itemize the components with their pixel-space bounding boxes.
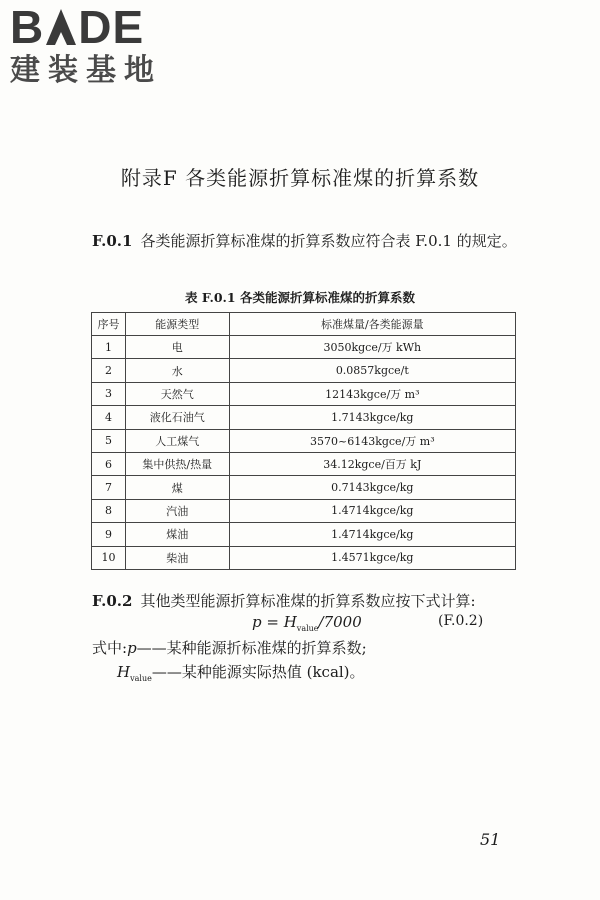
row-energy-type: 电 (125, 336, 229, 359)
row-conversion: 1.4714kgce/kg (229, 499, 515, 522)
table-caption: 表 F.0.1 各类能源折算标准煤的折算系数 (185, 290, 415, 305)
row-conversion: 1.4714kgce/kg (229, 523, 515, 546)
clause-f01 (92, 228, 532, 254)
logo-subtitle: 建装基地 (10, 53, 162, 88)
table-row (92, 499, 516, 522)
row-energy-type: 液化石油气 (125, 406, 229, 429)
table-row (92, 382, 516, 405)
where-h-symbol: H (117, 663, 131, 681)
clause-text: 其他类型能源折算标准煤的折算系数应按下式计算: (140, 592, 476, 610)
clause-f02 (92, 588, 532, 614)
appendix-title: 附录F 各类能源折算标准煤的折算系数 (120, 166, 480, 190)
table-row (92, 429, 516, 452)
row-energy-type: 天然气 (125, 382, 229, 405)
table-header-row (92, 313, 516, 336)
table-row (92, 546, 516, 569)
row-energy-type: 集中供热/热量 (125, 452, 229, 475)
row-energy-type: 煤 (125, 476, 229, 499)
publisher-logo (10, 1, 185, 88)
header-index: 序号 (92, 313, 126, 336)
table-row (92, 406, 516, 429)
header-energy-type: 能源类型 (125, 313, 229, 336)
row-conversion: 3050kgce/万 kWh (229, 336, 515, 359)
row-energy-type: 水 (125, 359, 229, 382)
row-energy-type: 汽油 (125, 499, 229, 522)
row-energy-type: 人工煤气 (125, 429, 229, 452)
row-index: 10 (92, 546, 126, 569)
row-index: 2 (92, 359, 126, 382)
where-prefix: 式中: (92, 639, 128, 657)
clause-text: 各类能源折算标准煤的折算系数应符合表 F.0.1 的规定。 (140, 232, 517, 250)
row-index: 6 (92, 452, 126, 475)
table-row (92, 523, 516, 546)
conversion-table (91, 312, 516, 570)
row-index: 9 (92, 523, 126, 546)
logo-a-triangle (46, 9, 76, 45)
row-conversion: 1.4571kgce/kg (229, 546, 515, 569)
row-index: 5 (92, 429, 126, 452)
formula-lhs: p = H (252, 613, 297, 631)
logo-mark: B DE (10, 1, 145, 53)
table-row (92, 452, 516, 475)
where-h-desc: ——某种能源实际热值 (kcal)。 (151, 663, 365, 681)
row-conversion: 12143kgce/万 m³ (229, 382, 515, 405)
row-index: 8 (92, 499, 126, 522)
row-index: 7 (92, 476, 126, 499)
row-conversion: 34.12kgce/百万 kJ (229, 452, 515, 475)
clause-number: F.0.1 (92, 232, 133, 250)
where-p-symbol: p (127, 639, 137, 657)
row-conversion: 3570~6143kgce/万 m³ (229, 429, 515, 452)
where-p-desc: ——某种能源折标准煤的折算系数; (136, 639, 367, 657)
table-row (92, 359, 516, 382)
row-conversion: 1.7143kgce/kg (229, 406, 515, 429)
clause-number: F.0.2 (92, 592, 133, 610)
header-conversion: 标准煤量/各类能源量 (229, 313, 515, 336)
row-conversion: 0.7143kgce/kg (229, 476, 515, 499)
formula-subscript: value (296, 624, 319, 633)
page-number: 51 (480, 830, 501, 849)
where-h-subscript: value (130, 674, 152, 683)
where-line-h (117, 661, 365, 683)
row-index: 1 (92, 336, 126, 359)
row-index: 3 (92, 382, 126, 405)
row-energy-type: 柴油 (125, 546, 229, 569)
formula-reference: (F.0.2) (438, 613, 484, 629)
row-index: 4 (92, 406, 126, 429)
where-line-p (92, 637, 367, 658)
formula (252, 613, 362, 633)
row-conversion: 0.0857kgce/t (229, 359, 515, 382)
formula-rhs: /7000 (318, 613, 362, 631)
table-row (92, 336, 516, 359)
row-energy-type: 煤油 (125, 523, 229, 546)
table-row (92, 476, 516, 499)
